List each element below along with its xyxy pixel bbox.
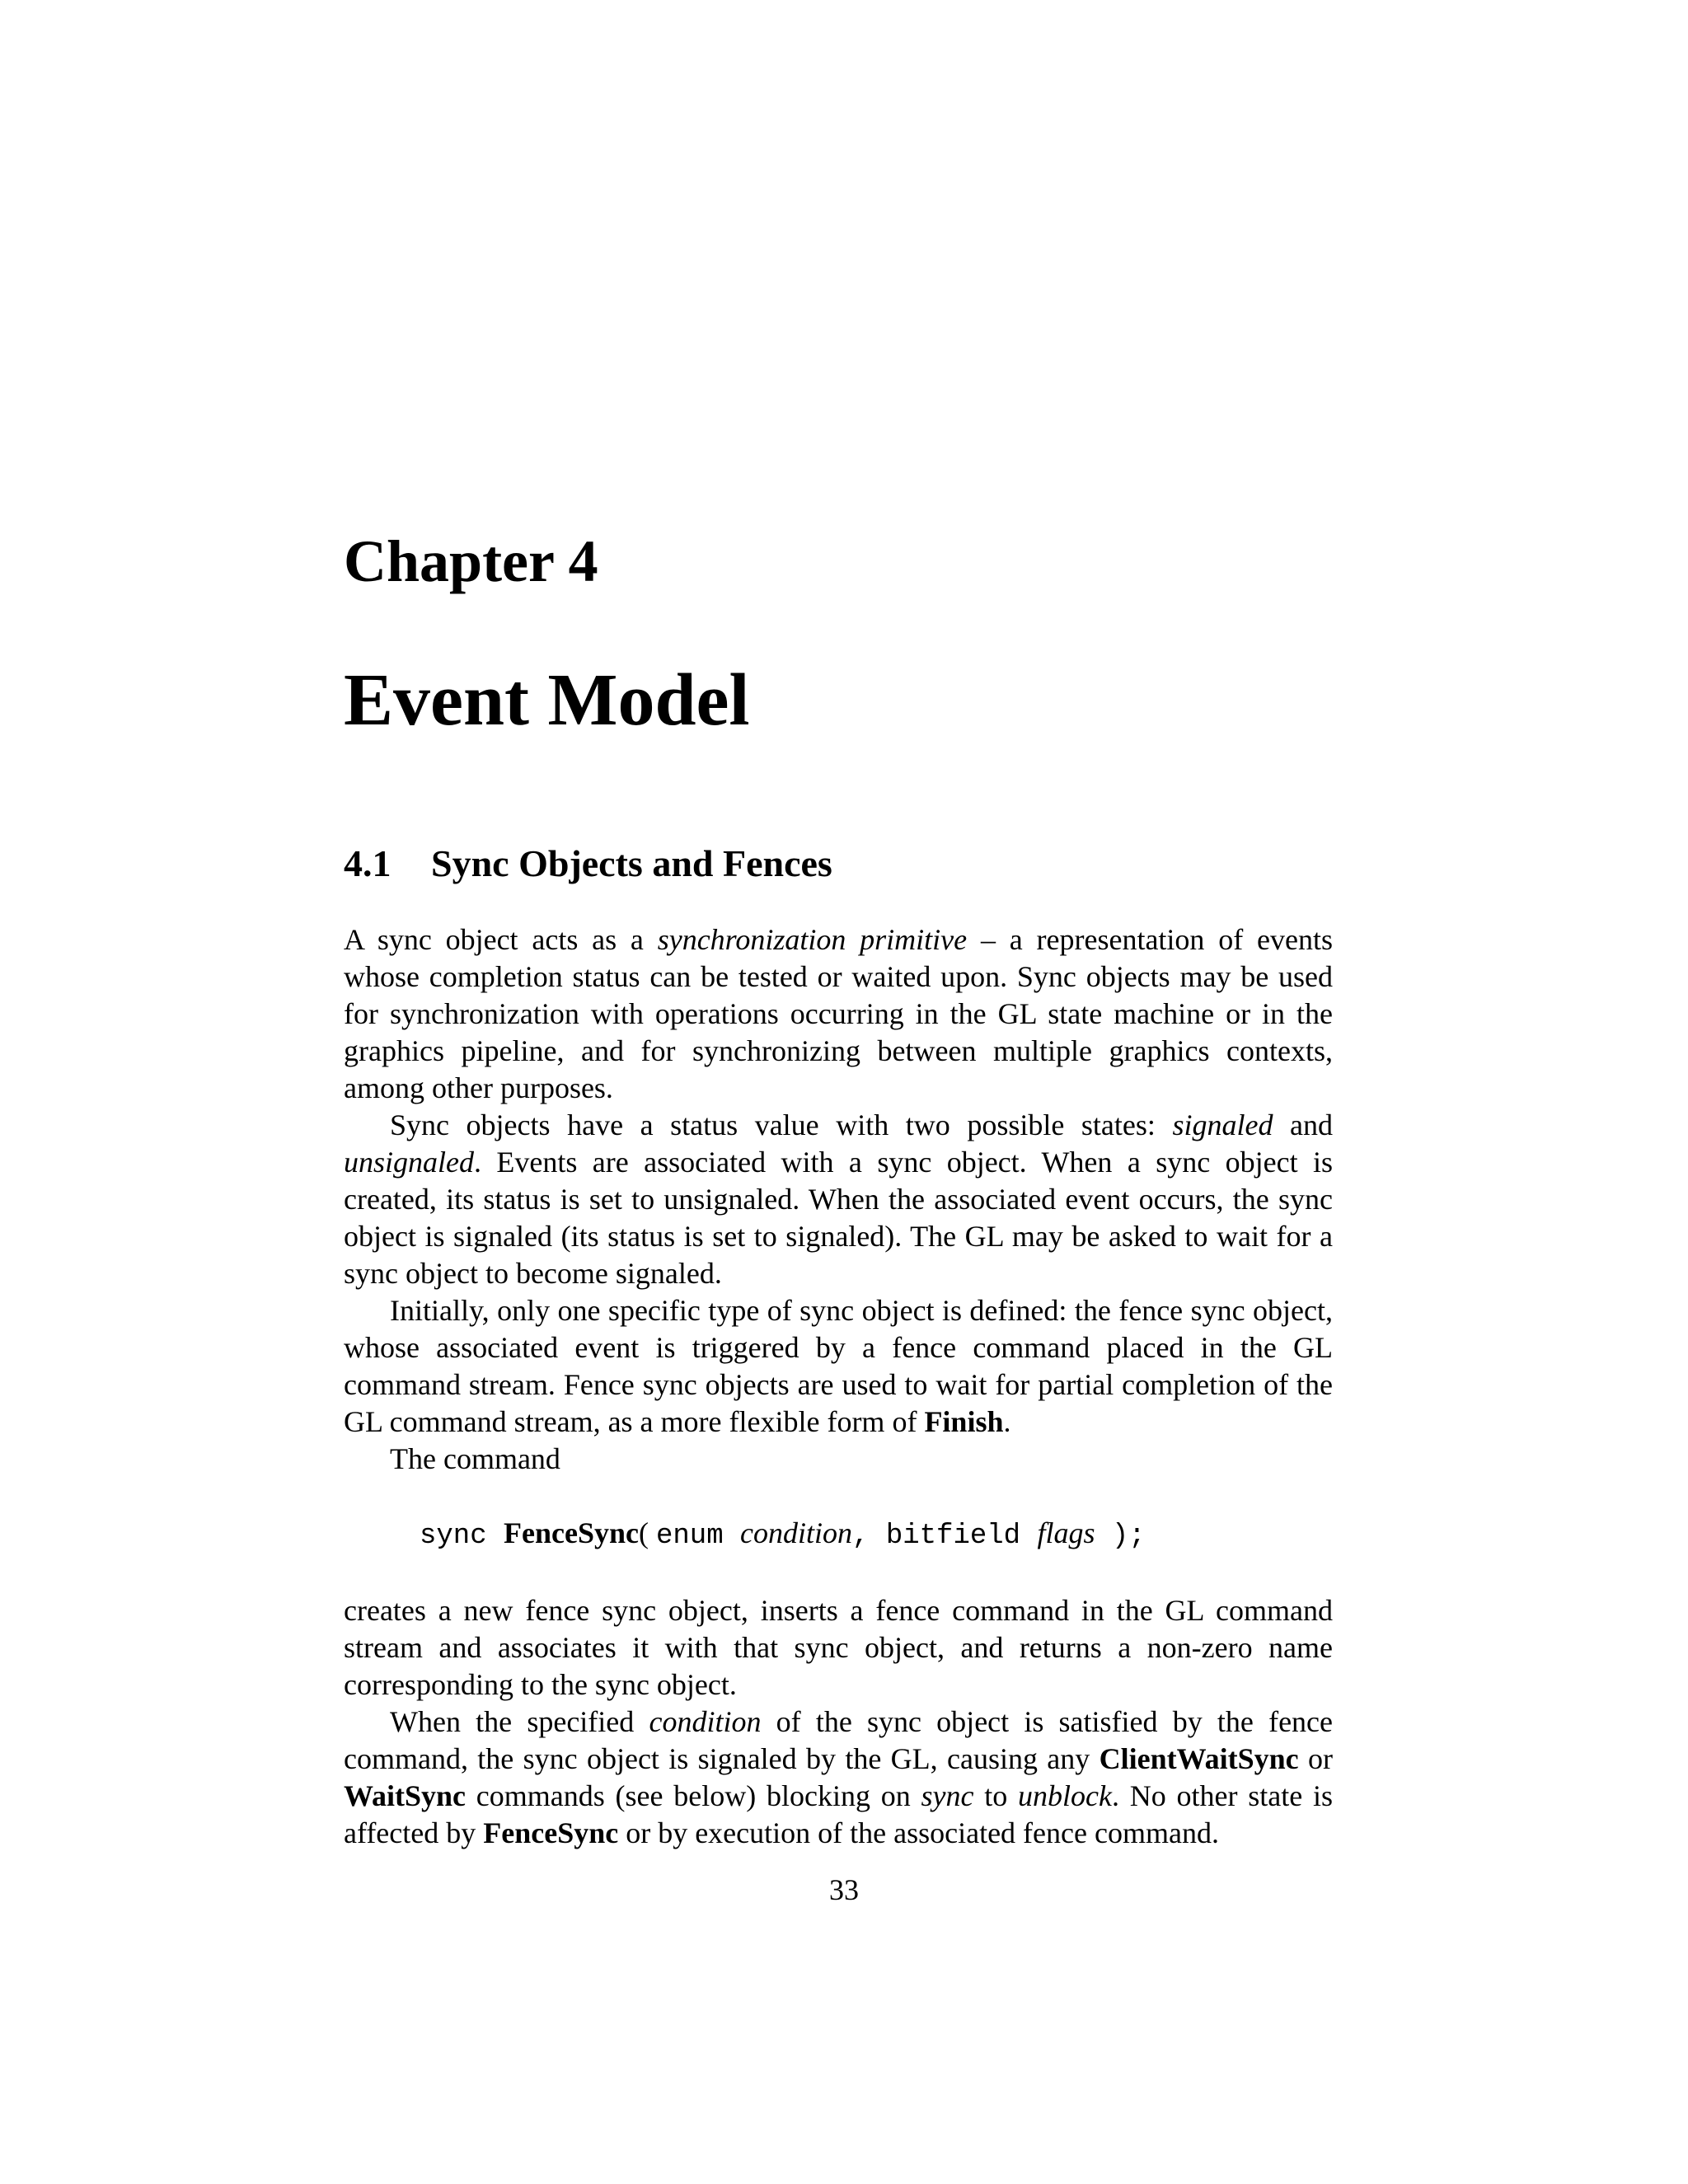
page-number: 33	[829, 1873, 859, 1906]
param-type: bitfield	[885, 1521, 1038, 1552]
emphasis-term: unsignaled	[344, 1146, 474, 1179]
paren-open: (	[639, 1516, 656, 1549]
return-type: sync	[420, 1521, 504, 1552]
text-run: or by execution of the associated fence command.	[618, 1816, 1219, 1849]
paragraph-2	[344, 1107, 1333, 1292]
paragraph-6	[344, 1704, 1333, 1852]
text-run: . No other state is affected by	[344, 1779, 1333, 1849]
text-run: When the specified	[390, 1705, 649, 1738]
section-heading	[344, 842, 832, 884]
param-separator: ,	[852, 1521, 886, 1552]
text-run: creates a new fence sync object, inserts a fence command in the GL command stream and associates it with that sync object, and returns a non-zero name corresponding to the sync object.	[344, 1594, 1333, 1701]
chapter-label: Chapter 4	[344, 528, 598, 594]
paragraph-5	[344, 1592, 1333, 1704]
paragraph-4	[344, 1441, 1333, 1478]
emphasis-term: condition	[649, 1705, 762, 1738]
text-run: to	[973, 1779, 1019, 1812]
section-title: Sync Objects and Fences	[431, 842, 832, 884]
paragraph-3	[344, 1292, 1333, 1441]
emphasis-term: unblock	[1018, 1779, 1112, 1812]
section-number: 4.1	[344, 842, 392, 884]
text-run: – a representation of events whose completion status can be tested or waited upon. Sync objects may be used for synchronization with operations occurring in the GL state machine or in the graphics pipeline, and for synchronizing between multiple graphics contexts, among other purposes.	[344, 923, 1333, 1104]
text-run: Sync objects have a status value with two possible states:	[390, 1108, 1173, 1141]
body-text	[344, 921, 1333, 1852]
text-run: A sync object acts as a	[344, 923, 658, 956]
text-run: of the sync object is satisfied by the fence command, the sync object is signaled by the GL, causing any	[344, 1705, 1334, 1775]
param-name: condition	[740, 1516, 853, 1549]
paren-close: );	[1095, 1521, 1146, 1552]
text-run: The command	[390, 1442, 560, 1475]
text-run: or	[1298, 1742, 1333, 1775]
paragraph-1	[344, 921, 1333, 1107]
text-run: Initially, only one specific type of sync object is defined: the fence sync object, whose associated event is triggered by a fence command placed in the GL command stream. Fence sync objects are used to wait for partial completion of the GL command stream, as a more flexible form of	[344, 1294, 1333, 1438]
param-name: flags	[1037, 1516, 1095, 1549]
text-run: . Events are associated with a sync object. When a sync object is created, its status is set to unsignaled. When the associated event occurs, the sync object is signaled (its status is set to signaled). The GL may be asked to wait for a sync object to become signaled.	[344, 1146, 1333, 1290]
text-run: .	[1003, 1405, 1011, 1438]
command-name: FenceSync	[483, 1816, 619, 1849]
chapter-title: Event Model	[344, 659, 750, 741]
command-name: WaitSync	[344, 1779, 467, 1812]
function-prototype	[420, 1515, 1333, 1555]
function-name: FenceSync	[504, 1516, 639, 1549]
text-run: and	[1273, 1108, 1333, 1141]
emphasis-term: sync	[921, 1779, 974, 1812]
text-run: commands (see below) blocking on	[466, 1779, 921, 1812]
command-name: Finish	[924, 1405, 1004, 1438]
emphasis-term: signaled	[1172, 1108, 1273, 1141]
command-name: ClientWaitSync	[1099, 1742, 1299, 1775]
emphasis-term: synchronization primitive	[657, 923, 968, 956]
param-type: enum	[656, 1521, 741, 1552]
